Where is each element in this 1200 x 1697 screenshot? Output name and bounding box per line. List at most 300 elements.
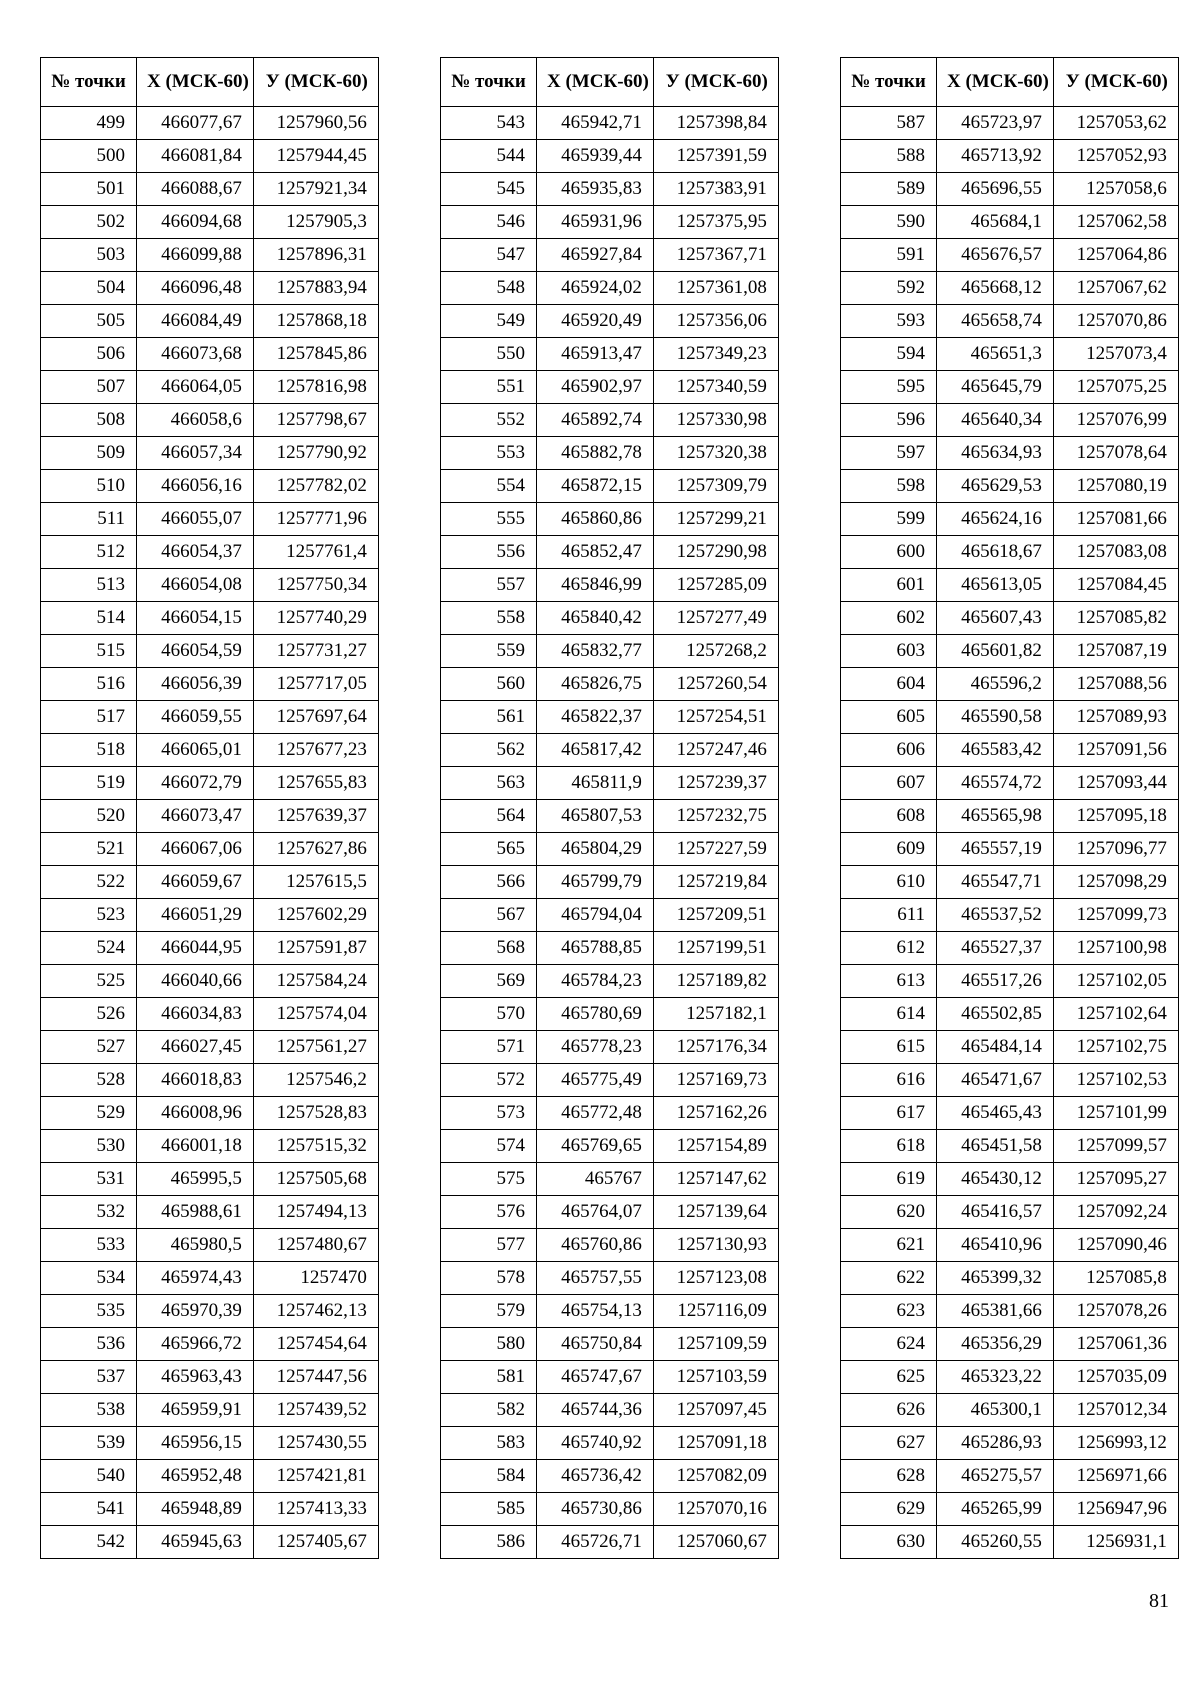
point-number-cell: 516	[41, 668, 137, 701]
y-coordinate-cell: 1257182,1	[653, 998, 778, 1031]
table-row	[441, 1031, 779, 1064]
point-number-cell: 600	[841, 536, 937, 569]
y-coordinate-cell: 1257090,46	[1053, 1229, 1178, 1262]
x-coordinate-cell: 466088,67	[137, 173, 254, 206]
y-coordinate-cell: 1257102,05	[1053, 965, 1178, 998]
y-coordinate-cell: 1257845,86	[253, 338, 378, 371]
x-coordinate-cell: 465747,67	[537, 1361, 654, 1394]
x-coordinate-cell: 465260,55	[937, 1526, 1054, 1559]
point-number-cell: 592	[841, 272, 937, 305]
point-number-cell: 521	[41, 833, 137, 866]
y-coordinate-cell: 1257309,79	[653, 470, 778, 503]
y-coordinate-cell: 1257091,18	[653, 1427, 778, 1460]
x-coordinate-cell: 465846,99	[537, 569, 654, 602]
table-row	[841, 1526, 1179, 1559]
x-coordinate-cell: 465574,72	[937, 767, 1054, 800]
table-row	[441, 536, 779, 569]
point-number-cell: 575	[441, 1163, 537, 1196]
point-number-cell: 616	[841, 1064, 937, 1097]
point-number-cell: 547	[441, 239, 537, 272]
x-coordinate-cell: 465772,48	[537, 1097, 654, 1130]
y-coordinate-cell: 1257405,67	[253, 1526, 378, 1559]
x-coordinate-cell: 465794,04	[537, 899, 654, 932]
table-row	[441, 437, 779, 470]
x-coordinate-cell: 465323,22	[937, 1361, 1054, 1394]
x-coordinate-cell: 465676,57	[937, 239, 1054, 272]
table-header-row	[841, 58, 1179, 107]
y-coordinate-cell: 1257528,83	[253, 1097, 378, 1130]
x-coordinate-cell: 465484,14	[937, 1031, 1054, 1064]
table-row	[441, 1427, 779, 1460]
point-number-cell: 510	[41, 470, 137, 503]
y-coordinate-cell: 1257782,02	[253, 470, 378, 503]
point-number-cell: 518	[41, 734, 137, 767]
point-number-cell: 532	[41, 1196, 137, 1229]
y-coordinate-cell: 1257254,51	[653, 701, 778, 734]
y-coordinate-cell: 1256947,96	[1053, 1493, 1178, 1526]
y-coordinate-cell: 1257905,3	[253, 206, 378, 239]
point-number-cell: 584	[441, 1460, 537, 1493]
x-coordinate-cell: 465852,47	[537, 536, 654, 569]
table-row	[41, 800, 379, 833]
x-coordinate-cell: 465527,37	[937, 932, 1054, 965]
y-coordinate-cell: 1257330,98	[653, 404, 778, 437]
point-number-cell: 564	[441, 800, 537, 833]
y-coordinate-cell: 1257361,08	[653, 272, 778, 305]
y-coordinate-cell: 1257060,67	[653, 1526, 778, 1559]
y-coordinate-cell: 1257761,4	[253, 536, 378, 569]
table-row	[41, 767, 379, 800]
x-coordinate-cell: 465754,13	[537, 1295, 654, 1328]
table-row	[841, 1295, 1179, 1328]
y-coordinate-cell: 1257062,58	[1053, 206, 1178, 239]
table-row	[841, 701, 1179, 734]
x-coordinate-cell: 465952,48	[137, 1460, 254, 1493]
x-coordinate-cell: 465399,32	[937, 1262, 1054, 1295]
x-coordinate-cell: 466067,06	[137, 833, 254, 866]
y-coordinate-cell: 1257067,62	[1053, 272, 1178, 305]
x-coordinate-cell: 465817,42	[537, 734, 654, 767]
x-coordinate-cell: 465939,44	[537, 140, 654, 173]
y-coordinate-cell: 1256931,1	[1053, 1526, 1178, 1559]
y-coordinate-cell: 1257232,75	[653, 800, 778, 833]
x-coordinate-cell: 465629,53	[937, 470, 1054, 503]
point-number-cell: 630	[841, 1526, 937, 1559]
table-row	[41, 371, 379, 404]
table-row	[841, 470, 1179, 503]
x-coordinate-cell: 465416,57	[937, 1196, 1054, 1229]
table-row	[841, 305, 1179, 338]
y-coordinate-cell: 1257340,59	[653, 371, 778, 404]
x-coordinate-cell: 465760,86	[537, 1229, 654, 1262]
table-row	[441, 1097, 779, 1130]
y-coordinate-cell: 1257078,26	[1053, 1295, 1178, 1328]
point-number-cell: 593	[841, 305, 937, 338]
y-coordinate-cell: 1257053,62	[1053, 107, 1178, 140]
y-coordinate-cell: 1257095,18	[1053, 800, 1178, 833]
x-coordinate-cell: 465799,79	[537, 866, 654, 899]
point-number-cell: 585	[441, 1493, 537, 1526]
point-number-cell: 541	[41, 1493, 137, 1526]
table-row	[841, 1064, 1179, 1097]
point-number-cell: 526	[41, 998, 137, 1031]
point-number-cell: 544	[441, 140, 537, 173]
table-row	[441, 239, 779, 272]
point-number-cell: 567	[441, 899, 537, 932]
x-coordinate-cell: 465640,34	[937, 404, 1054, 437]
point-number-cell: 536	[41, 1328, 137, 1361]
y-coordinate-cell: 1257462,13	[253, 1295, 378, 1328]
y-coordinate-cell: 1257383,91	[653, 173, 778, 206]
table-row	[41, 1130, 379, 1163]
y-coordinate-cell: 1257921,34	[253, 173, 378, 206]
x-coordinate-cell: 465624,16	[937, 503, 1054, 536]
table-row	[441, 998, 779, 1031]
table-row	[441, 371, 779, 404]
x-coordinate-cell: 466084,49	[137, 305, 254, 338]
table-row	[41, 470, 379, 503]
table-row	[441, 272, 779, 305]
y-coordinate-cell: 1257101,99	[1053, 1097, 1178, 1130]
point-number-cell: 503	[41, 239, 137, 272]
x-coordinate-cell: 466099,88	[137, 239, 254, 272]
y-coordinate-cell: 1257070,86	[1053, 305, 1178, 338]
x-coordinate-cell: 466064,05	[137, 371, 254, 404]
y-coordinate-cell: 1257320,38	[653, 437, 778, 470]
point-number-cell: 511	[41, 503, 137, 536]
table-row	[41, 404, 379, 437]
table-row	[41, 932, 379, 965]
table-row	[441, 1460, 779, 1493]
point-number-cell: 568	[441, 932, 537, 965]
y-coordinate-cell: 1257102,64	[1053, 998, 1178, 1031]
x-coordinate-cell: 466096,48	[137, 272, 254, 305]
point-number-cell: 560	[441, 668, 537, 701]
table-row	[841, 1328, 1179, 1361]
table-row	[841, 1031, 1179, 1064]
point-number-cell: 565	[441, 833, 537, 866]
y-coordinate-cell: 1257052,93	[1053, 140, 1178, 173]
point-number-cell: 535	[41, 1295, 137, 1328]
x-coordinate-cell: 465924,02	[537, 272, 654, 305]
x-coordinate-cell: 466054,08	[137, 569, 254, 602]
x-coordinate-cell: 465945,63	[137, 1526, 254, 1559]
table-row	[441, 503, 779, 536]
y-coordinate-cell: 1257096,77	[1053, 833, 1178, 866]
y-coordinate-cell: 1257591,87	[253, 932, 378, 965]
y-coordinate-cell: 1257109,59	[653, 1328, 778, 1361]
point-number-cell: 602	[841, 602, 937, 635]
table-row	[841, 1229, 1179, 1262]
y-coordinate-cell: 1257100,98	[1053, 932, 1178, 965]
y-coordinate-cell: 1257073,4	[1053, 338, 1178, 371]
point-number-cell: 617	[841, 1097, 937, 1130]
point-number-cell: 553	[441, 437, 537, 470]
x-coordinate-cell: 466054,37	[137, 536, 254, 569]
table-row	[441, 404, 779, 437]
table-row	[441, 470, 779, 503]
x-coordinate-header: X (МСК-60)	[537, 58, 654, 107]
y-coordinate-cell: 1257349,23	[653, 338, 778, 371]
y-coordinate-cell: 1257130,93	[653, 1229, 778, 1262]
point-number-cell: 608	[841, 800, 937, 833]
x-coordinate-cell: 465840,42	[537, 602, 654, 635]
point-number-cell: 610	[841, 866, 937, 899]
table-row	[41, 173, 379, 206]
point-number-cell: 522	[41, 866, 137, 899]
point-number-cell: 586	[441, 1526, 537, 1559]
y-coordinate-cell: 1257816,98	[253, 371, 378, 404]
table-row	[41, 866, 379, 899]
x-coordinate-cell: 465651,3	[937, 338, 1054, 371]
point-number-cell: 582	[441, 1394, 537, 1427]
point-number-cell: 548	[441, 272, 537, 305]
table-row	[841, 767, 1179, 800]
point-number-cell: 623	[841, 1295, 937, 1328]
point-number-cell: 599	[841, 503, 937, 536]
point-number-cell: 590	[841, 206, 937, 239]
point-number-cell: 501	[41, 173, 137, 206]
table-row	[841, 536, 1179, 569]
x-coordinate-cell: 465265,99	[937, 1493, 1054, 1526]
x-coordinate-cell: 466001,18	[137, 1130, 254, 1163]
table-row	[41, 272, 379, 305]
table-row	[841, 734, 1179, 767]
table-row	[841, 866, 1179, 899]
y-coordinate-cell: 1257627,86	[253, 833, 378, 866]
y-coordinate-cell: 1257574,04	[253, 998, 378, 1031]
point-number-cell: 609	[841, 833, 937, 866]
x-coordinate-cell: 466027,45	[137, 1031, 254, 1064]
point-number-cell: 607	[841, 767, 937, 800]
y-coordinate-cell: 1257398,84	[653, 107, 778, 140]
y-coordinate-cell: 1257123,08	[653, 1262, 778, 1295]
x-coordinate-cell: 466018,83	[137, 1064, 254, 1097]
table-row	[41, 1427, 379, 1460]
point-number-cell: 581	[441, 1361, 537, 1394]
table-row	[41, 1394, 379, 1427]
x-coordinate-cell: 466040,66	[137, 965, 254, 998]
y-coordinate-cell: 1257061,36	[1053, 1328, 1178, 1361]
y-coordinate-cell: 1257430,55	[253, 1427, 378, 1460]
point-number-cell: 562	[441, 734, 537, 767]
table-row	[41, 437, 379, 470]
table-row	[441, 1295, 779, 1328]
x-coordinate-cell: 465744,36	[537, 1394, 654, 1427]
y-coordinate-cell: 1257092,24	[1053, 1196, 1178, 1229]
point-number-cell: 588	[841, 140, 937, 173]
x-coordinate-cell: 465658,74	[937, 305, 1054, 338]
y-coordinate-cell: 1257239,37	[653, 767, 778, 800]
point-number-cell: 500	[41, 140, 137, 173]
point-number-cell: 557	[441, 569, 537, 602]
coordinates-table-2	[440, 57, 779, 1559]
x-coordinate-cell: 465410,96	[937, 1229, 1054, 1262]
point-number-cell: 621	[841, 1229, 937, 1262]
y-coordinate-cell: 1257285,09	[653, 569, 778, 602]
point-number-cell: 580	[441, 1328, 537, 1361]
x-coordinate-cell: 465832,77	[537, 635, 654, 668]
table-row	[41, 635, 379, 668]
y-coordinate-cell: 1257615,5	[253, 866, 378, 899]
y-coordinate-cell: 1257083,08	[1053, 536, 1178, 569]
x-coordinate-cell: 465557,19	[937, 833, 1054, 866]
point-number-cell: 527	[41, 1031, 137, 1064]
point-number-cell: 583	[441, 1427, 537, 1460]
point-number-cell: 578	[441, 1262, 537, 1295]
y-coordinate-cell: 1257268,2	[653, 635, 778, 668]
x-coordinate-cell: 465780,69	[537, 998, 654, 1031]
y-coordinate-cell: 1257505,68	[253, 1163, 378, 1196]
y-coordinate-cell: 1257085,8	[1053, 1262, 1178, 1295]
point-number-cell: 559	[441, 635, 537, 668]
point-number-cell: 530	[41, 1130, 137, 1163]
y-coordinate-cell: 1257064,86	[1053, 239, 1178, 272]
x-coordinate-cell: 466051,29	[137, 899, 254, 932]
y-coordinate-cell: 1257199,51	[653, 932, 778, 965]
y-coordinate-cell: 1257097,45	[653, 1394, 778, 1427]
table-row	[441, 635, 779, 668]
point-number-cell: 552	[441, 404, 537, 437]
table-row	[441, 1394, 779, 1427]
point-number-cell: 606	[841, 734, 937, 767]
x-coordinate-cell: 466058,6	[137, 404, 254, 437]
x-coordinate-cell: 465465,43	[937, 1097, 1054, 1130]
y-coordinate-header: У (МСК-60)	[1053, 58, 1178, 107]
y-coordinate-cell: 1257091,56	[1053, 734, 1178, 767]
y-coordinate-cell: 1257103,59	[653, 1361, 778, 1394]
table-row	[841, 998, 1179, 1031]
x-coordinate-cell: 465381,66	[937, 1295, 1054, 1328]
y-coordinate-cell: 1257868,18	[253, 305, 378, 338]
y-coordinate-cell: 1257944,45	[253, 140, 378, 173]
point-number-cell: 589	[841, 173, 937, 206]
x-coordinate-cell: 465764,07	[537, 1196, 654, 1229]
table-row	[41, 1163, 379, 1196]
y-coordinate-cell: 1257561,27	[253, 1031, 378, 1064]
point-number-cell: 520	[41, 800, 137, 833]
table-row	[841, 833, 1179, 866]
table-row	[841, 1361, 1179, 1394]
table-row	[441, 206, 779, 239]
table-row	[41, 998, 379, 1031]
table-row	[841, 338, 1179, 371]
x-coordinate-cell: 465696,55	[937, 173, 1054, 206]
table-row	[841, 173, 1179, 206]
point-number-cell: 622	[841, 1262, 937, 1295]
point-number-cell: 540	[41, 1460, 137, 1493]
table-row	[841, 932, 1179, 965]
y-coordinate-cell: 1257790,92	[253, 437, 378, 470]
y-coordinate-cell: 1257088,56	[1053, 668, 1178, 701]
table-row	[41, 305, 379, 338]
x-coordinate-cell: 465826,75	[537, 668, 654, 701]
point-number-cell: 612	[841, 932, 937, 965]
x-coordinate-cell: 465974,43	[137, 1262, 254, 1295]
table-row	[41, 1295, 379, 1328]
point-number-cell: 604	[841, 668, 937, 701]
x-coordinate-cell: 465778,23	[537, 1031, 654, 1064]
y-coordinate-cell: 1257058,6	[1053, 173, 1178, 206]
table-row	[441, 1328, 779, 1361]
y-coordinate-cell: 1257089,93	[1053, 701, 1178, 734]
x-coordinate-cell: 466077,67	[137, 107, 254, 140]
table-row	[441, 173, 779, 206]
point-number-cell: 591	[841, 239, 937, 272]
point-number-cell: 504	[41, 272, 137, 305]
table-row	[41, 1097, 379, 1130]
x-coordinate-cell: 465613,05	[937, 569, 1054, 602]
x-coordinate-cell: 465726,71	[537, 1526, 654, 1559]
table-row	[841, 965, 1179, 998]
point-number-cell: 551	[441, 371, 537, 404]
point-number-cell: 605	[841, 701, 937, 734]
point-number-cell: 507	[41, 371, 137, 404]
table-row	[41, 1031, 379, 1064]
table-row	[41, 536, 379, 569]
table-row	[41, 1328, 379, 1361]
table-row	[441, 107, 779, 140]
point-number-cell: 615	[841, 1031, 937, 1064]
y-coordinate-cell: 1257697,64	[253, 701, 378, 734]
table-row	[41, 1064, 379, 1097]
x-coordinate-cell: 466056,39	[137, 668, 254, 701]
y-coordinate-cell: 1257515,32	[253, 1130, 378, 1163]
y-coordinate-cell: 1257896,31	[253, 239, 378, 272]
point-number-header: № точки	[441, 58, 537, 107]
point-number-cell: 513	[41, 569, 137, 602]
point-number-cell: 502	[41, 206, 137, 239]
table-row	[841, 1460, 1179, 1493]
y-coordinate-cell: 1257176,34	[653, 1031, 778, 1064]
table-row	[41, 1493, 379, 1526]
y-coordinate-cell: 1257677,23	[253, 734, 378, 767]
point-number-cell: 576	[441, 1196, 537, 1229]
table-row	[841, 1262, 1179, 1295]
x-coordinate-cell: 465750,84	[537, 1328, 654, 1361]
point-number-cell: 543	[441, 107, 537, 140]
y-coordinate-cell: 1257084,45	[1053, 569, 1178, 602]
y-coordinate-cell: 1257771,96	[253, 503, 378, 536]
x-coordinate-cell: 465275,57	[937, 1460, 1054, 1493]
table-row	[41, 734, 379, 767]
point-number-cell: 566	[441, 866, 537, 899]
table-row	[41, 140, 379, 173]
x-coordinate-cell: 465927,84	[537, 239, 654, 272]
point-number-cell: 555	[441, 503, 537, 536]
x-coordinate-cell: 465804,29	[537, 833, 654, 866]
point-number-cell: 570	[441, 998, 537, 1031]
x-coordinate-cell: 466081,84	[137, 140, 254, 173]
point-number-cell: 579	[441, 1295, 537, 1328]
point-number-cell: 574	[441, 1130, 537, 1163]
x-coordinate-cell: 465583,42	[937, 734, 1054, 767]
x-coordinate-header: X (МСК-60)	[937, 58, 1054, 107]
point-number-cell: 525	[41, 965, 137, 998]
point-number-cell: 506	[41, 338, 137, 371]
table-row	[841, 602, 1179, 635]
point-number-cell: 561	[441, 701, 537, 734]
table-row	[441, 701, 779, 734]
x-coordinate-cell: 465935,83	[537, 173, 654, 206]
table-row	[841, 503, 1179, 536]
table-row	[841, 140, 1179, 173]
table-row	[441, 899, 779, 932]
x-coordinate-cell: 465788,85	[537, 932, 654, 965]
x-coordinate-cell: 465959,91	[137, 1394, 254, 1427]
y-coordinate-cell: 1257154,89	[653, 1130, 778, 1163]
table-row	[41, 107, 379, 140]
